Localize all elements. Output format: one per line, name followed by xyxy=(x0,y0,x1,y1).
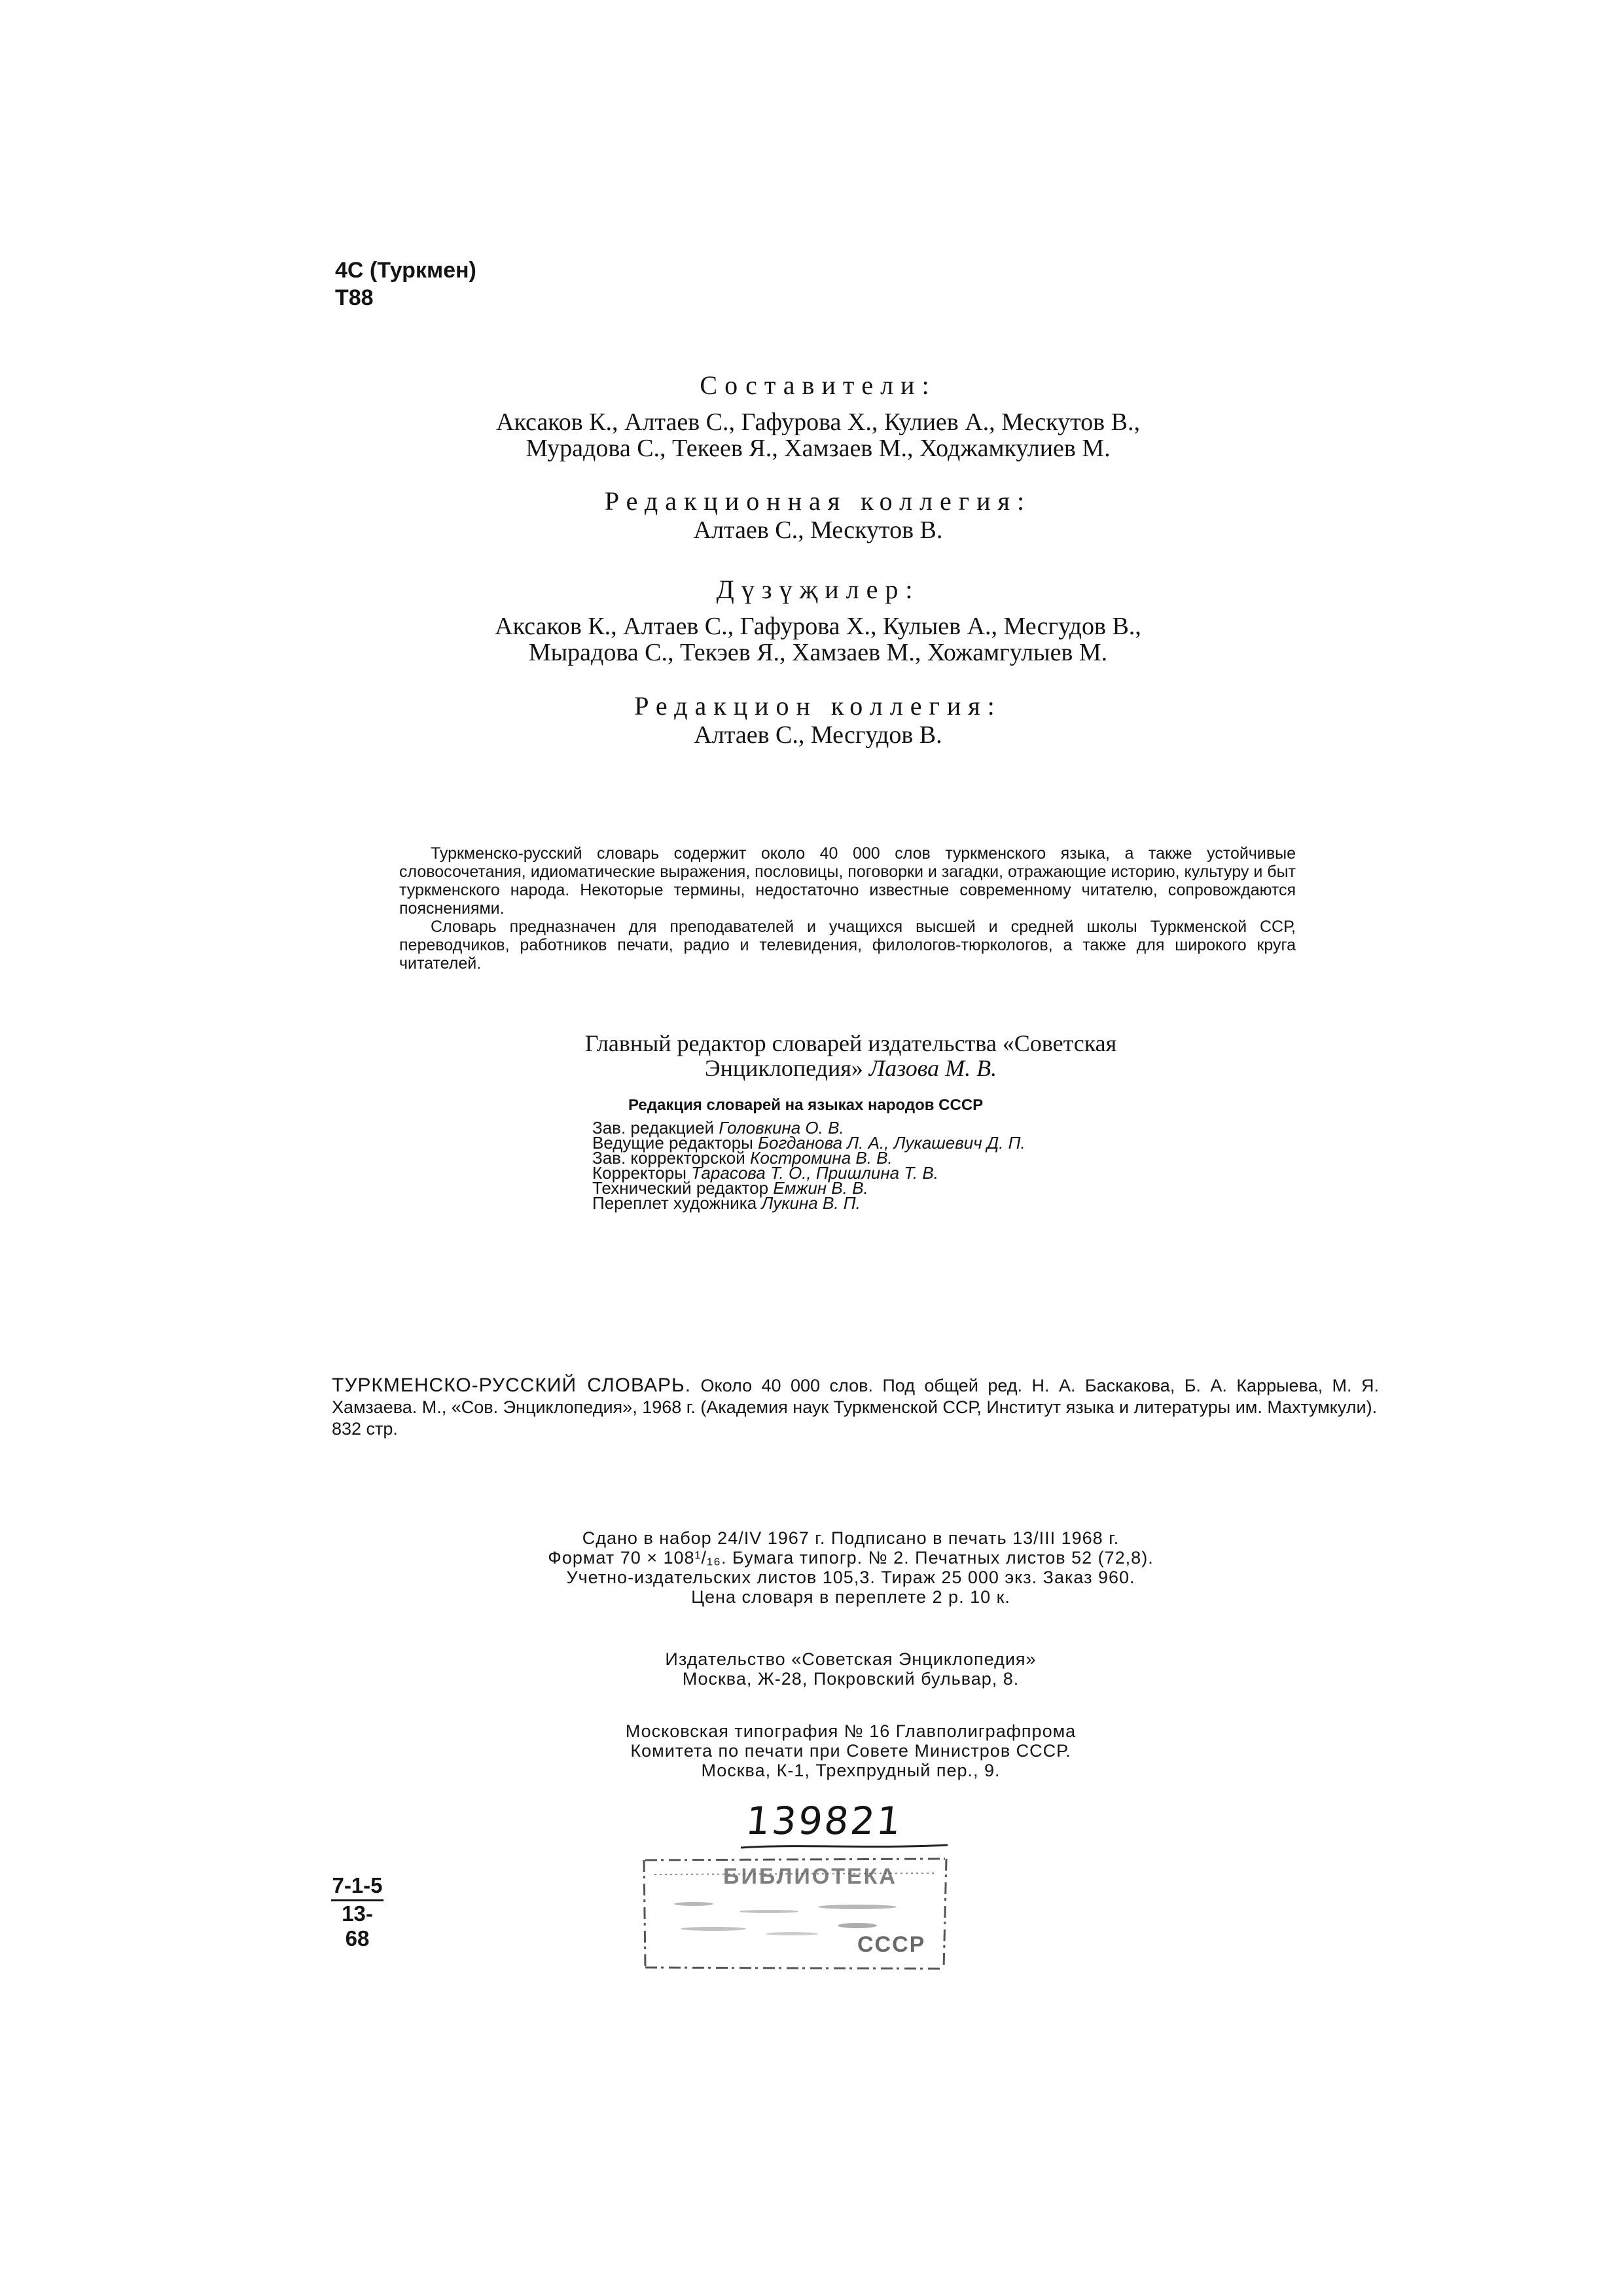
staff-role: Ведущие редакторы xyxy=(592,1133,753,1153)
biblio-title: ТУРКМЕНСКО-РУССКИЙ СЛОВАРЬ. xyxy=(332,1374,692,1396)
chief-editor-line-2-text: Энциклопедия» xyxy=(704,1055,863,1081)
inventory-number: 139821 xyxy=(743,1799,905,1843)
staff-role: Переплет художника xyxy=(592,1193,757,1213)
dictionary-editorial-heading: Редакция словарей на языках народов СССР xyxy=(628,1096,984,1114)
staff-name: Костромина В. В. xyxy=(750,1148,893,1168)
bibliographic-entry xyxy=(332,1374,1379,1440)
library-stamp xyxy=(641,1855,949,1971)
compilers-tk-heading: Дүзүҗилер: xyxy=(716,575,920,604)
imprint-line: Учетно-издательских листов 105,3. Тираж 25 000 экз. Заказ 960. xyxy=(566,1568,1135,1587)
printer-line: Московская типография № 16 Главполиграфпрома xyxy=(625,1721,1077,1741)
compilers-tk-line-2: Мырадова С., Текэев Я., Хамзаев М., Хожамгулыев М. xyxy=(528,639,1108,666)
compilers-line-1: Аксаков К., Алтаев С., Гафурова Х., Кулиев А., Мескутов В., xyxy=(496,408,1140,436)
inventory-underline xyxy=(740,1842,949,1850)
imprint-block xyxy=(393,1528,1309,1607)
staff-role: Зав. корректорской xyxy=(592,1148,745,1168)
staff-name: Головкина О. В. xyxy=(719,1118,844,1138)
printer-line: Комитета по печати при Совете Министров СССР. xyxy=(630,1741,1071,1761)
annotation-paragraph-2: Словарь предназначен для преподавателей и учащихся высшей и средней школы Туркменской ССР, переводчиков, работников печати, радио и телевидения, филологов-тюркологов, а также для широкого круга читателей. xyxy=(399,918,1296,973)
staff-name: Тарасова Т. О., Пришлина Т. В. xyxy=(691,1163,938,1183)
chief-editor xyxy=(524,1031,1178,1081)
compilers-heading: Составители: xyxy=(700,370,936,400)
editorial-board-tk-heading: Редакцион коллегия: xyxy=(634,691,1002,721)
stamp-smudge xyxy=(668,1895,923,1954)
annotation xyxy=(399,844,1296,973)
publisher-line: Москва, Ж-28, Покровский бульвар, 8. xyxy=(682,1669,1020,1689)
chief-editor-name: Лазова М. В. xyxy=(868,1055,997,1081)
editorial-board-block xyxy=(393,486,1243,543)
chief-editor-line-1: Главный редактор словарей издательства «Советская xyxy=(584,1030,1117,1056)
biblio-pages: 832 стр. xyxy=(332,1419,398,1439)
imprint-line: Цена словаря в переплете 2 р. 10 к. xyxy=(691,1587,1010,1607)
editorial-board-heading: Редакционная коллегия: xyxy=(604,486,1032,516)
class-code-line-2: Т88 xyxy=(335,285,374,310)
staff-name: Емжин В. В. xyxy=(773,1178,868,1198)
staff-row xyxy=(592,1193,1026,1213)
staff-list xyxy=(592,1118,1026,1213)
compilers-tk-block xyxy=(393,574,1243,666)
compilers-line-2: Мурадова С., Текеев Я., Хамзаев М., Ходжамкулиев М. xyxy=(526,435,1111,462)
biblio-body: Около 40 000 слов. Под общей ред. Н. А. Баскакова, Б. А. Каррыева, М. Я. Хамзаева. М., «Сов. Энциклопедия», 1968 г. (Академия наук Туркменской ССР, Институт языка и литературы им. Махтумкули). xyxy=(332,1376,1379,1417)
order-code-bottom: 13-68 xyxy=(342,1901,373,1950)
annotation-paragraph-1: Туркменско-русский словарь содержит около 40 000 слов туркменского языка, а также устойчивые словосочетания, идиоматические выражения, пословицы, поговорки и загадки, отражающие историю, культуру и быт туркменского народа. Некоторые термины, недостаточно известные современному читателю, сопровождаются пояснениями. xyxy=(399,844,1296,918)
class-code-line-1: 4С (Туркмен) xyxy=(335,258,476,283)
compilers-tk-line-1: Аксаков К., Алтаев С., Гафурова Х., Кулыев А., Месгудов В., xyxy=(495,613,1141,640)
stamp-line-1: БИБЛИОТЕКА xyxy=(723,1864,897,1889)
stamp-line-2: СССР xyxy=(857,1932,926,1957)
staff-role: Корректоры xyxy=(592,1163,687,1183)
publisher-line: Издательство «Советская Энциклопедия» xyxy=(665,1649,1037,1669)
compilers-block xyxy=(393,370,1243,461)
staff-role: Технический редактор xyxy=(592,1178,769,1198)
class-code xyxy=(335,257,476,312)
printer-line: Москва, К-1, Трехпрудный пер., 9. xyxy=(701,1761,1001,1780)
printer-block xyxy=(393,1721,1309,1780)
imprint-line: Формат 70 × 108¹/₁₆. Бумага типогр. № 2. Печатных листов 52 (72,8). xyxy=(548,1548,1154,1568)
editorial-board-tk-line-1: Алтаев С., Месгудов В. xyxy=(694,721,942,749)
editorial-board-line-1: Алтаев С., Мескутов В. xyxy=(693,516,943,544)
staff-name: Богданова Л. А., Лукашевич Д. П. xyxy=(758,1133,1026,1153)
staff-name: Лукина В. П. xyxy=(761,1193,861,1213)
editorial-board-tk-block xyxy=(393,691,1243,748)
imprint-line: Сдано в набор 24/IV 1967 г. Подписано в печать 13/III 1968 г. xyxy=(582,1528,1120,1548)
order-code xyxy=(331,1873,383,1951)
staff-role: Зав. редакцией xyxy=(592,1118,715,1138)
order-code-top: 7-1-5 xyxy=(331,1873,383,1901)
publisher-block xyxy=(393,1649,1309,1689)
